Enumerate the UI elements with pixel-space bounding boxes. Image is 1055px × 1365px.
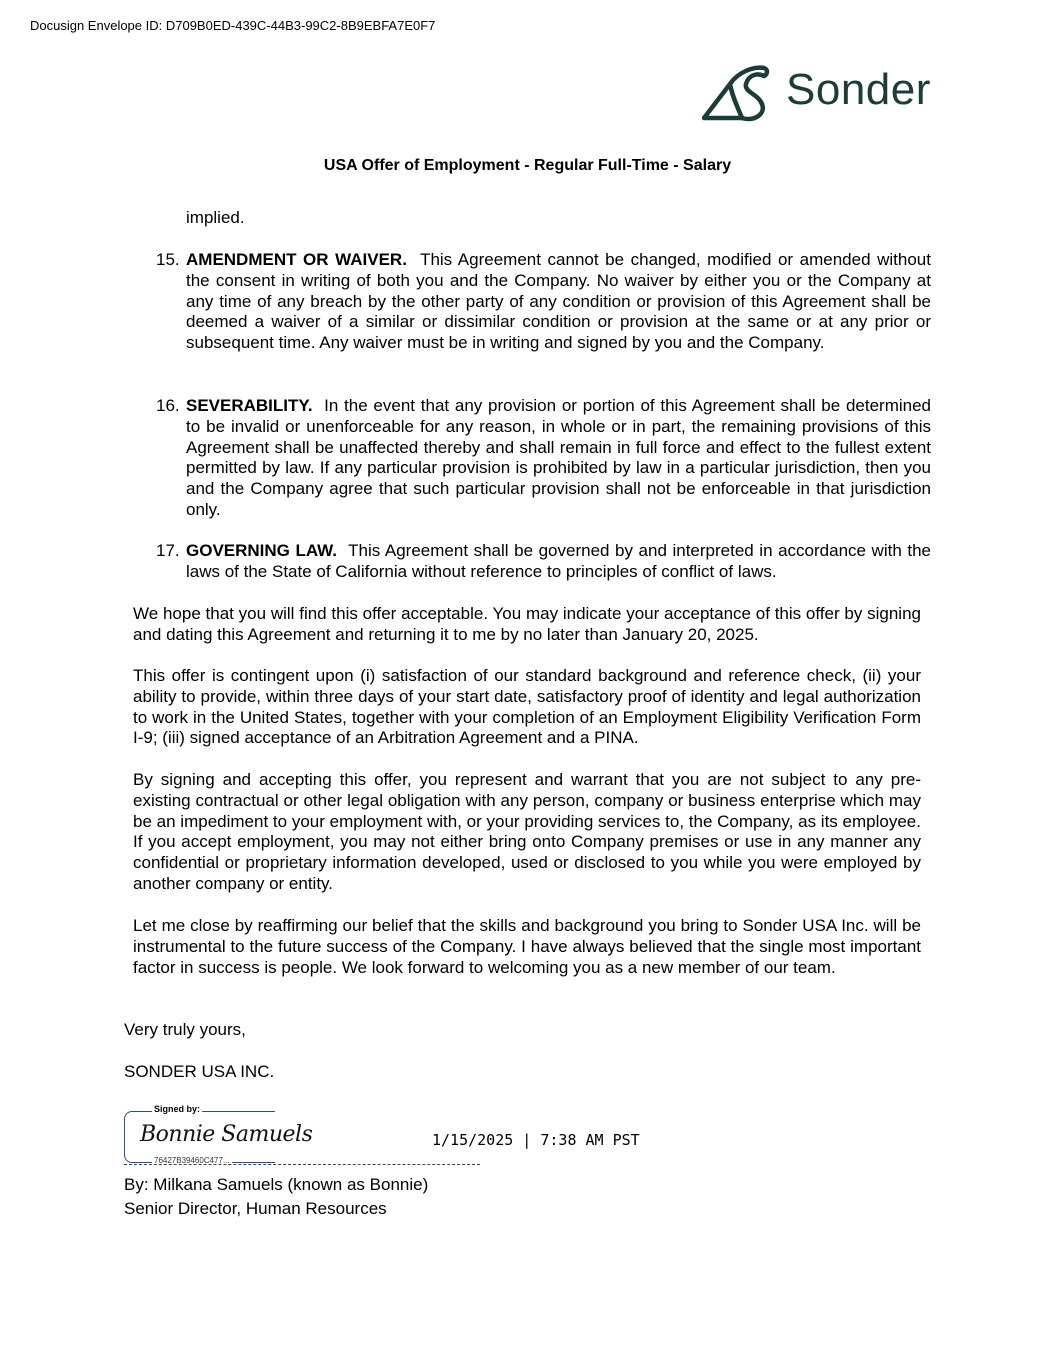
envelope-id: Docusign Envelope ID: D709B0ED-439C-44B3-99C2-8B9EBFA7E0F7: [30, 18, 436, 33]
handwritten-signature: Bonnie Samuels: [140, 1122, 313, 1147]
signer-name: By: Milkana Samuels (known as Bonnie): [124, 1175, 429, 1194]
sonder-logo: [702, 64, 932, 124]
continuation-text: implied.: [186, 208, 245, 227]
signed-by-label: Signed by:: [154, 1104, 201, 1114]
logo-wordmark: Sonder: [786, 65, 931, 114]
section-number: 15.: [156, 250, 180, 269]
section-heading: SEVERABILITY.: [186, 396, 313, 415]
section-severability: [186, 396, 931, 521]
paragraph-contingency: This offer is contingent upon (i) satisfaction of our standard background and reference check, (ii) your ability to provide, within three days of your start date, satisfactory proof of identity and legal authorization to work in the United States, together with your completion of an Employment Eligibility Verification Form I-9; (iii) signed acceptance of an Arbitration Agreement and a PINA.: [133, 666, 921, 748]
section-number: 17.: [156, 541, 180, 560]
closing-salutation: Very truly yours,: [124, 1020, 246, 1039]
signature-line: [124, 1164, 480, 1165]
signature-id: 76427B39460C477...: [154, 1156, 230, 1165]
company-name: SONDER USA INC.: [124, 1062, 275, 1081]
section-body: In the event that any provision or portion of this Agreement shall be determined to be invalid or unenforceable for any reason, in whole or in part, the remaining provisions of this Agreement shall be unaffected thereby and shall remain in full force and effect to the fullest extent permitted by law. If any particular provision is prohibited by law in a particular jurisdiction, then you and the Company agree that such particular provision shall not be enforceable in that jurisdiction only.: [186, 396, 931, 519]
section-amendment: [186, 250, 931, 354]
paragraph-acceptance: We hope that you will find this offer acceptable. You may indicate your acceptance of this offer by signing and dating this Agreement and returning it to me by no later than January 20, 2025.: [133, 604, 921, 644]
section-number: 16.: [156, 396, 180, 415]
section-heading: GOVERNING LAW.: [186, 541, 338, 560]
section-body: This Agreement shall be governed by and interpreted in accordance with the laws of the State of California without reference to principles of conflict of laws.: [186, 541, 931, 581]
bird-logo-icon: [702, 64, 782, 124]
paragraph-representation: By signing and accepting this offer, you represent and warrant that you are not subject to any pre-existing contractual or other legal obligation with any person, company or business enterprise which may be an impediment to your employment with, or your providing services to, the Company, as its employee. If you accept employment, you may not either bring onto Company premises or use in any manner any confidential or proprietary information developed, used or disclosed to you while you were employed by another company or entity.: [133, 770, 921, 893]
signer-title: Senior Director, Human Resources: [124, 1199, 387, 1218]
signature-datetime: 1/15/2025 | 7:38 AM PST: [432, 1131, 640, 1149]
section-body: This Agreement cannot be changed, modified or amended without the consent in writing of both you and the Company. No waiver by either you or the Company at any time of any breach by the other party of any condition or provision of this Agreement shall be deemed a waiver of a similar or dissimilar condition or provision at the same or at any prior or subsequent time. Any waiver must be in writing and signed by you and the Company.: [186, 250, 931, 353]
section-heading: AMENDMENT OR WAIVER.: [186, 250, 407, 269]
section-governing-law: [186, 541, 931, 583]
paragraph-closing: Let me close by reaffirming our belief that the skills and background you bring to Sonder USA Inc. will be instrumental to the future success of the Company. I have always believed that the single most important factor in success is people. We look forward to welcoming you as a new member of our team.: [133, 916, 921, 977]
document-title: USA Offer of Employment - Regular Full-Time - Salary: [323, 157, 732, 174]
